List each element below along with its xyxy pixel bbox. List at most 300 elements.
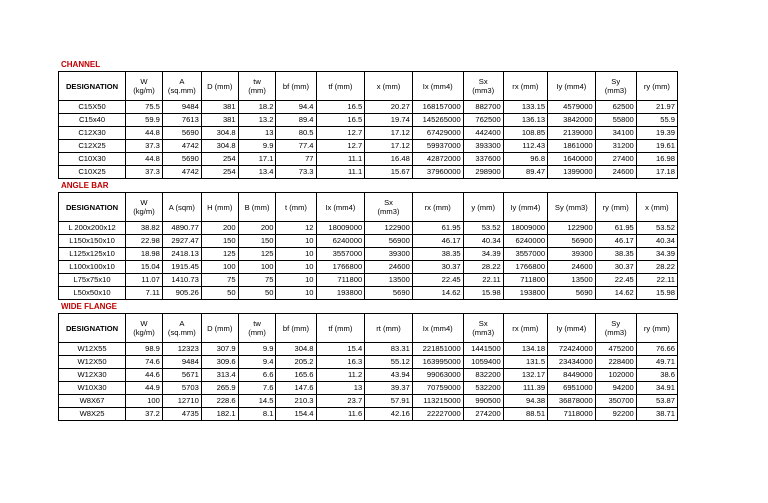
value-cell: 4742 [162, 140, 201, 153]
value-cell: 16.48 [365, 153, 413, 166]
value-cell: 24600 [548, 261, 596, 274]
column-header: A (sq.mm) [162, 72, 201, 101]
value-cell: 100 [238, 261, 276, 274]
value-cell: 38.6 [636, 369, 677, 382]
value-cell: 75 [201, 274, 238, 287]
value-cell: 381 [201, 114, 238, 127]
value-cell: 136.13 [503, 114, 547, 127]
value-cell: 147.6 [276, 382, 316, 395]
designation-cell: C10X25 [59, 166, 126, 179]
value-cell: 12.7 [316, 127, 365, 140]
value-cell: 59937000 [412, 140, 463, 153]
value-cell: 6951000 [548, 382, 596, 395]
value-cell: 298900 [463, 166, 503, 179]
column-header: rt (mm) [365, 314, 413, 343]
value-cell: 53.52 [636, 222, 677, 235]
value-cell: 1766800 [316, 261, 365, 274]
column-header: tw (mm) [238, 72, 276, 101]
value-cell: 62500 [595, 101, 636, 114]
value-cell: 34.39 [463, 248, 503, 261]
designation-cell: C15x40 [59, 114, 126, 127]
value-cell: 34100 [595, 127, 636, 140]
value-cell: 6240000 [316, 235, 365, 248]
value-cell: 27400 [595, 153, 636, 166]
value-cell: 77.4 [276, 140, 316, 153]
value-cell: 15.98 [463, 287, 503, 300]
value-cell: 13500 [365, 274, 413, 287]
designation-cell: W12X30 [59, 369, 126, 382]
value-cell: 38.35 [412, 248, 463, 261]
value-cell: 42872000 [412, 153, 463, 166]
column-header: A (sqm) [162, 193, 201, 222]
value-cell: 265.9 [201, 382, 238, 395]
column-header: t (mm) [276, 193, 316, 222]
value-cell: 56900 [365, 235, 413, 248]
value-cell: 37960000 [412, 166, 463, 179]
value-cell: 150 [201, 235, 238, 248]
value-cell: 16.98 [636, 153, 677, 166]
value-cell: 133.15 [503, 101, 547, 114]
value-cell: 4742 [162, 166, 201, 179]
value-cell: 55800 [595, 114, 636, 127]
value-cell: 112.43 [503, 140, 547, 153]
value-cell: 6240000 [503, 235, 547, 248]
value-cell: 12323 [162, 343, 201, 356]
value-cell: 6.6 [238, 369, 276, 382]
column-header: rx (mm) [503, 72, 547, 101]
value-cell: 711800 [503, 274, 547, 287]
column-header: Iy (mm4) [548, 72, 596, 101]
designation-cell: L100x100x10 [59, 261, 126, 274]
designation-cell: C12X30 [59, 127, 126, 140]
section-title: ANGLE BAR [61, 181, 109, 190]
value-cell: 89.47 [503, 166, 547, 179]
value-cell: 44.9 [126, 382, 163, 395]
table-row [59, 274, 678, 287]
value-cell: 17.18 [636, 166, 677, 179]
value-cell: 193800 [316, 287, 365, 300]
column-header: Sx (mm3) [365, 193, 413, 222]
table-row [59, 369, 678, 382]
column-header: Sy (mm3) [595, 314, 636, 343]
value-cell: 100 [126, 395, 163, 408]
column-header: tf (mm) [316, 72, 365, 101]
value-cell: 38.71 [636, 408, 677, 421]
value-cell: 22.11 [463, 274, 503, 287]
value-cell: 55.12 [365, 356, 413, 369]
value-cell: 1861000 [548, 140, 596, 153]
value-cell: 13 [316, 382, 365, 395]
value-cell: 94.38 [503, 395, 547, 408]
value-cell: 1915.45 [162, 261, 201, 274]
value-cell: 94200 [595, 382, 636, 395]
column-header: Ix (mm4) [412, 314, 463, 343]
value-cell: 53.87 [636, 395, 677, 408]
table-row [59, 408, 678, 421]
column-header: y (mm) [463, 193, 503, 222]
column-header: Sx (mm3) [463, 72, 503, 101]
value-cell: 228400 [595, 356, 636, 369]
value-cell: 762500 [463, 114, 503, 127]
column-header: Sx (mm3) [463, 314, 503, 343]
value-cell: 31200 [595, 140, 636, 153]
value-cell: 1640000 [548, 153, 596, 166]
designation-cell: W12X50 [59, 356, 126, 369]
value-cell: 73.3 [276, 166, 316, 179]
value-cell: 16.5 [316, 101, 365, 114]
column-header: D (mm) [201, 72, 238, 101]
value-cell: 254 [201, 153, 238, 166]
value-cell: 16.5 [316, 114, 365, 127]
value-cell: 7.6 [238, 382, 276, 395]
value-cell: 5690 [365, 287, 413, 300]
value-cell: 145265000 [412, 114, 463, 127]
value-cell: 7.11 [126, 287, 163, 300]
value-cell: 10 [276, 261, 316, 274]
value-cell: 7118000 [548, 408, 596, 421]
value-cell: 337600 [463, 153, 503, 166]
value-cell: 46.17 [595, 235, 636, 248]
steel-sections-sheet [58, 58, 678, 421]
value-cell: 57.91 [365, 395, 413, 408]
wide-flange-table [58, 313, 678, 421]
designation-cell: W12X55 [59, 343, 126, 356]
value-cell: 39300 [548, 248, 596, 261]
table-row [59, 166, 678, 179]
value-cell: 442400 [463, 127, 503, 140]
column-header: ry (mm) [636, 314, 677, 343]
value-cell: 532200 [463, 382, 503, 395]
value-cell: 36878000 [548, 395, 596, 408]
value-cell: 23434000 [548, 356, 596, 369]
value-cell: 15.98 [636, 287, 677, 300]
column-header: Sy (mm3) [595, 72, 636, 101]
value-cell: 3557000 [316, 248, 365, 261]
value-cell: 12.7 [316, 140, 365, 153]
value-cell: 40.34 [636, 235, 677, 248]
value-cell: 9.9 [238, 140, 276, 153]
table-row [59, 222, 678, 235]
table-row [59, 248, 678, 261]
column-header: rx (mm) [412, 193, 463, 222]
column-header: B (mm) [238, 193, 276, 222]
value-cell: 88.51 [503, 408, 547, 421]
value-cell: 393300 [463, 140, 503, 153]
value-cell: 9.4 [238, 356, 276, 369]
table-row [59, 287, 678, 300]
column-header: tf (mm) [316, 314, 365, 343]
column-header: Iy (mm4) [548, 314, 596, 343]
value-cell: 59.9 [126, 114, 163, 127]
value-cell: 76.66 [636, 343, 677, 356]
value-cell: 102000 [595, 369, 636, 382]
designation-cell: L125x125x10 [59, 248, 126, 261]
value-cell: 4735 [162, 408, 201, 421]
channel-section [58, 58, 678, 179]
value-cell: 125 [238, 248, 276, 261]
designation-cell: W10X30 [59, 382, 126, 395]
value-cell: 13 [238, 127, 276, 140]
header-row [59, 314, 678, 343]
value-cell: 61.95 [412, 222, 463, 235]
table-row [59, 356, 678, 369]
value-cell: 10 [276, 248, 316, 261]
value-cell: 8449000 [548, 369, 596, 382]
column-header: DESIGNATION [59, 193, 126, 222]
value-cell: 43.94 [365, 369, 413, 382]
value-cell: 17.12 [365, 140, 413, 153]
value-cell: 14.62 [595, 287, 636, 300]
value-cell: 200 [238, 222, 276, 235]
designation-cell: W8X67 [59, 395, 126, 408]
value-cell: 34.39 [636, 248, 677, 261]
designation-cell: L150x150x10 [59, 235, 126, 248]
value-cell: 304.8 [201, 127, 238, 140]
value-cell: 39300 [365, 248, 413, 261]
value-cell: 274200 [463, 408, 503, 421]
value-cell: 22.98 [126, 235, 163, 248]
value-cell: 4890.77 [162, 222, 201, 235]
column-header: DESIGNATION [59, 314, 126, 343]
value-cell: 70759000 [412, 382, 463, 395]
value-cell: 832200 [463, 369, 503, 382]
value-cell: 22227000 [412, 408, 463, 421]
table-row [59, 395, 678, 408]
value-cell: 19.74 [365, 114, 413, 127]
column-header: W (kg/m) [126, 314, 163, 343]
value-cell: 50 [201, 287, 238, 300]
value-cell: 13.2 [238, 114, 276, 127]
value-cell: 10 [276, 235, 316, 248]
column-header: Ix (mm4) [412, 72, 463, 101]
value-cell: 10 [276, 287, 316, 300]
value-cell: 168157000 [412, 101, 463, 114]
value-cell: 711800 [316, 274, 365, 287]
value-cell: 7613 [162, 114, 201, 127]
table-row [59, 101, 678, 114]
table-row [59, 127, 678, 140]
value-cell: 154.4 [276, 408, 316, 421]
table-row [59, 153, 678, 166]
value-cell: 46.17 [412, 235, 463, 248]
value-cell: 350700 [595, 395, 636, 408]
table-row [59, 140, 678, 153]
value-cell: 4579000 [548, 101, 596, 114]
value-cell: 15.04 [126, 261, 163, 274]
value-cell: 5690 [548, 287, 596, 300]
header-row [59, 72, 678, 101]
value-cell: 163995000 [412, 356, 463, 369]
value-cell: 1441500 [463, 343, 503, 356]
value-cell: 74.6 [126, 356, 163, 369]
value-cell: 75 [238, 274, 276, 287]
value-cell: 28.22 [636, 261, 677, 274]
value-cell: 20.27 [365, 101, 413, 114]
value-cell: 5703 [162, 382, 201, 395]
value-cell: 2418.13 [162, 248, 201, 261]
value-cell: 38.82 [126, 222, 163, 235]
value-cell: 30.37 [412, 261, 463, 274]
value-cell: 14.5 [238, 395, 276, 408]
value-cell: 309.6 [201, 356, 238, 369]
value-cell: 89.4 [276, 114, 316, 127]
table-row [59, 114, 678, 127]
value-cell: 22.11 [636, 274, 677, 287]
value-cell: 100 [201, 261, 238, 274]
value-cell: 18.2 [238, 101, 276, 114]
value-cell: 40.34 [463, 235, 503, 248]
value-cell: 2139000 [548, 127, 596, 140]
value-cell: 18009000 [316, 222, 365, 235]
value-cell: 77 [276, 153, 316, 166]
value-cell: 150 [238, 235, 276, 248]
value-cell: 11.2 [316, 369, 365, 382]
value-cell: 125 [201, 248, 238, 261]
value-cell: 221851000 [412, 343, 463, 356]
value-cell: 1766800 [503, 261, 547, 274]
value-cell: 228.6 [201, 395, 238, 408]
value-cell: 96.8 [503, 153, 547, 166]
value-cell: 905.26 [162, 287, 201, 300]
value-cell: 56900 [548, 235, 596, 248]
value-cell: 67429000 [412, 127, 463, 140]
value-cell: 37.2 [126, 408, 163, 421]
value-cell: 19.61 [636, 140, 677, 153]
value-cell: 19.39 [636, 127, 677, 140]
wide-flange-section [58, 300, 678, 421]
value-cell: 108.85 [503, 127, 547, 140]
column-header: rx (mm) [503, 314, 547, 343]
value-cell: 15.67 [365, 166, 413, 179]
designation-cell: C12X25 [59, 140, 126, 153]
header-row [59, 193, 678, 222]
value-cell: 11.1 [316, 166, 365, 179]
column-header: x (mm) [636, 193, 677, 222]
column-header: bf (mm) [276, 72, 316, 101]
value-cell: 9.9 [238, 343, 276, 356]
table-row [59, 382, 678, 395]
value-cell: 37.3 [126, 140, 163, 153]
value-cell: 49.71 [636, 356, 677, 369]
table-row [59, 261, 678, 274]
value-cell: 11.6 [316, 408, 365, 421]
value-cell: 9484 [162, 101, 201, 114]
value-cell: 882700 [463, 101, 503, 114]
value-cell: 990500 [463, 395, 503, 408]
angle-bar-table [58, 192, 678, 300]
designation-cell: C15X50 [59, 101, 126, 114]
value-cell: 5690 [162, 127, 201, 140]
designation-cell: L50x50x10 [59, 287, 126, 300]
value-cell: 98.9 [126, 343, 163, 356]
value-cell: 99063000 [412, 369, 463, 382]
value-cell: 381 [201, 101, 238, 114]
value-cell: 15.4 [316, 343, 365, 356]
value-cell: 9484 [162, 356, 201, 369]
table-row [59, 235, 678, 248]
value-cell: 80.5 [276, 127, 316, 140]
value-cell: 182.1 [201, 408, 238, 421]
value-cell: 165.6 [276, 369, 316, 382]
value-cell: 205.2 [276, 356, 316, 369]
value-cell: 50 [238, 287, 276, 300]
column-header: Sy (mm3) [548, 193, 596, 222]
value-cell: 111.39 [503, 382, 547, 395]
designation-cell: W8X25 [59, 408, 126, 421]
value-cell: 94.4 [276, 101, 316, 114]
value-cell: 122900 [365, 222, 413, 235]
value-cell: 12 [276, 222, 316, 235]
value-cell: 304.8 [201, 140, 238, 153]
designation-cell: L75x75x10 [59, 274, 126, 287]
value-cell: 10 [276, 274, 316, 287]
value-cell: 18009000 [503, 222, 547, 235]
value-cell: 21.97 [636, 101, 677, 114]
value-cell: 17.1 [238, 153, 276, 166]
column-header: ry (mm) [595, 193, 636, 222]
section-title: CHANNEL [61, 60, 101, 69]
value-cell: 16.3 [316, 356, 365, 369]
value-cell: 39.37 [365, 382, 413, 395]
value-cell: 200 [201, 222, 238, 235]
value-cell: 3842000 [548, 114, 596, 127]
value-cell: 18.98 [126, 248, 163, 261]
column-header: bf (mm) [276, 314, 316, 343]
column-header: ry (mm) [636, 72, 677, 101]
designation-cell: C10X30 [59, 153, 126, 166]
value-cell: 5690 [162, 153, 201, 166]
value-cell: 53.52 [463, 222, 503, 235]
table-row [59, 343, 678, 356]
value-cell: 313.4 [201, 369, 238, 382]
column-header: DESIGNATION [59, 72, 126, 101]
value-cell: 475200 [595, 343, 636, 356]
column-header: W (kg/m) [126, 193, 163, 222]
value-cell: 14.62 [412, 287, 463, 300]
value-cell: 22.45 [595, 274, 636, 287]
value-cell: 304.8 [276, 343, 316, 356]
value-cell: 113215000 [412, 395, 463, 408]
column-header: H (mm) [201, 193, 238, 222]
value-cell: 122900 [548, 222, 596, 235]
value-cell: 44.8 [126, 153, 163, 166]
designation-cell: L 200x200x12 [59, 222, 126, 235]
value-cell: 72424000 [548, 343, 596, 356]
column-header: Ix (mm4) [316, 193, 365, 222]
value-cell: 1059400 [463, 356, 503, 369]
value-cell: 28.22 [463, 261, 503, 274]
value-cell: 44.6 [126, 369, 163, 382]
value-cell: 1399000 [548, 166, 596, 179]
column-header: Iy (mm4) [503, 193, 547, 222]
angle-bar-section [58, 179, 678, 300]
column-header: W (kg/m) [126, 72, 163, 101]
value-cell: 13.4 [238, 166, 276, 179]
value-cell: 30.37 [595, 261, 636, 274]
section-title: WIDE FLANGE [61, 302, 117, 311]
value-cell: 131.5 [503, 356, 547, 369]
value-cell: 75.5 [126, 101, 163, 114]
value-cell: 8.1 [238, 408, 276, 421]
value-cell: 17.12 [365, 127, 413, 140]
value-cell: 61.95 [595, 222, 636, 235]
value-cell: 11.1 [316, 153, 365, 166]
column-header: tw (mm) [238, 314, 276, 343]
value-cell: 210.3 [276, 395, 316, 408]
value-cell: 307.9 [201, 343, 238, 356]
value-cell: 37.3 [126, 166, 163, 179]
value-cell: 3557000 [503, 248, 547, 261]
